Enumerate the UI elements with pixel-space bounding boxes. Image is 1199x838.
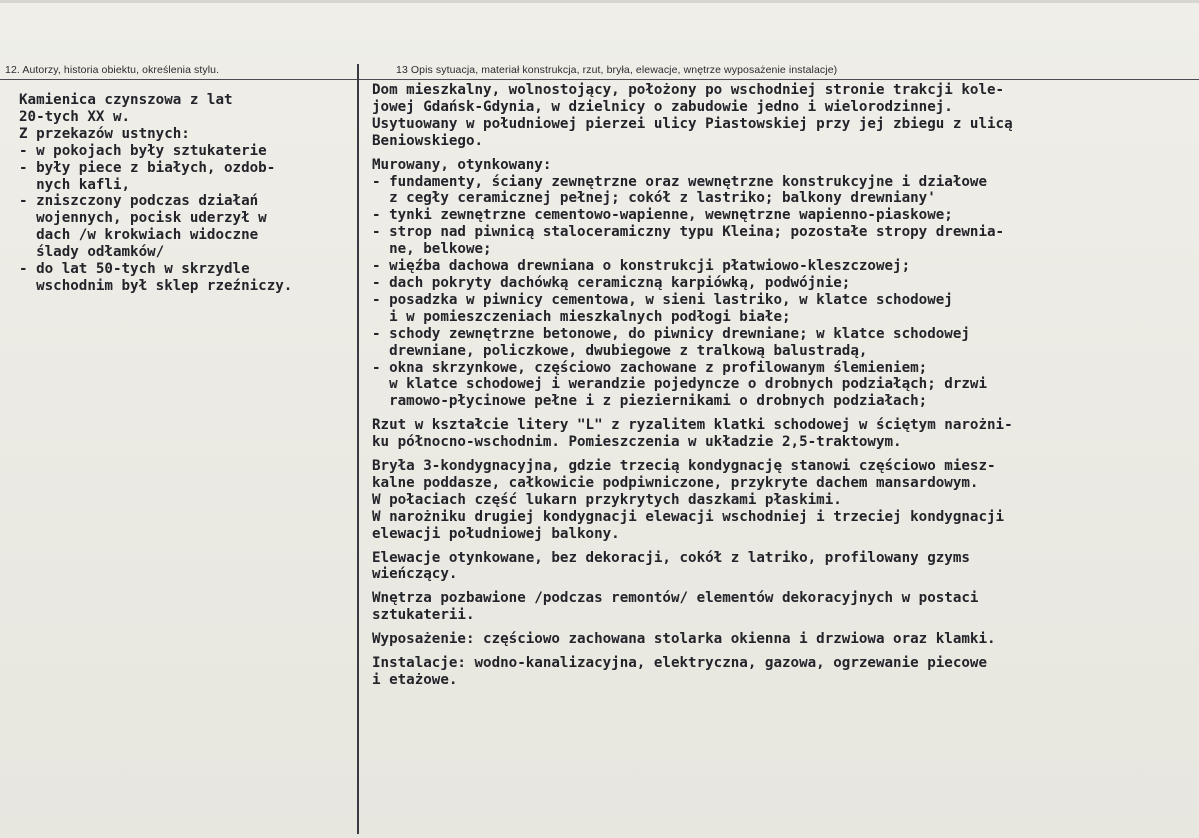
description-line: Elewacje otynkowane, bez dekoracji, cokół z latriko, profilowany gzyms: [372, 549, 970, 566]
description-line: - więźba dachowa drewniana o konstrukcji płatwiowo-kleszczowej;: [372, 258, 911, 275]
description-column: [372, 82, 1177, 696]
column-divider: [357, 64, 359, 834]
description-line: i w pomieszczeniach mieszkalnych podłogi białe;: [372, 308, 791, 325]
description-line: - posadzka w piwnicy cementowa, w sieni lastriko, w klatce schodowej: [372, 291, 953, 308]
description-line: Dom mieszkalny, wolnostojący, położony po wschodniej stronie trakcji kole-: [372, 82, 1005, 98]
history-line: - do lat 50-tych w skrzydle: [19, 261, 250, 278]
description-line: ku północno-wschodnim. Pomieszczenia w układzie 2,5-traktowym.: [372, 434, 902, 451]
history-line: wojennych, pocisk uderzył w: [19, 210, 267, 227]
description-line: elewacji południowej balkony.: [372, 525, 620, 542]
history-line: dach /w krokwiach widoczne: [19, 227, 259, 244]
description-line: Rzut w kształcie litery "L" z ryzalitem klatki schodowej w ściętym narożni-: [372, 417, 1013, 434]
description-line: Beniowskiego.: [372, 132, 484, 149]
description-line: W narożniku drugiej kondygnacji elewacji wschodniej i trzeciej kondygnacji: [372, 508, 1005, 525]
description-line: jowej Gdańsk-Gdynia, w dzielnicy o zabudowie jedno i wielorodzinnej.: [372, 98, 953, 115]
description-line: drewniane, policzkowe, dwubiegowe z tralkową balustradą,: [372, 342, 868, 359]
description-paragraph: [372, 631, 1177, 648]
history-line: ślady odłamków/: [19, 244, 165, 261]
history-line: - w pokojach były sztukaterie: [19, 142, 267, 159]
description-line: - dach pokryty dachówką ceramiczną karpiówką, podwójnie;: [372, 274, 851, 291]
description-paragraph: [372, 655, 1177, 689]
description-line: Instalacje: wodno-kanalizacyjna, elektryczna, gazowa, ogrzewanie piecowe: [372, 655, 987, 672]
description-paragraph: [372, 157, 1177, 411]
description-line: sztukaterii.: [372, 607, 475, 624]
description-line: - strop nad piwnicą staloceramiczny typu Kleina; pozostałe stropy drewnia-: [372, 224, 1005, 241]
history-line: Kamienica czynszowa z lat: [19, 92, 233, 108]
history-line: - były piece z białych, ozdob-: [19, 159, 276, 176]
authors-history-column: [19, 92, 349, 295]
history-line: - zniszczony podczas działań: [19, 193, 259, 210]
description-line: - tynki zewnętrzne cementowo-wapienne, wewnętrzne wapienno-piaskowe;: [372, 207, 953, 224]
description-paragraph: [372, 417, 1177, 451]
description-line: w klatce schodowej i werandzie pojedyncze o drobnych podziałąch; drzwi: [372, 376, 987, 393]
description-line: - schody zewnętrzne betonowe, do piwnicy drewniane; w klatce schodowej: [372, 325, 970, 342]
history-line: wschodnim był sklep rzeźniczy.: [19, 277, 293, 294]
description-line: i etażowe.: [372, 672, 458, 688]
description-paragraph: [372, 82, 1177, 150]
description-line: kalne poddasze, całkowicie podpiwniczone, przykryte dachem mansardowym.: [372, 474, 979, 491]
history-line: nych kafli,: [19, 176, 131, 193]
description-paragraph: [372, 458, 1177, 543]
header-divider: [0, 79, 1199, 80]
card-top-edge: [0, 0, 1199, 3]
description-paragraph: [372, 590, 1177, 624]
description-line: Wyposażenie: częściowo zachowana stolarka okienna i drzwiowa oraz klamki.: [372, 631, 996, 648]
section-12-header: 12. Autorzy, historia obiektu, określenia stylu.: [5, 64, 220, 76]
history-line: Z przekazów ustnych:: [19, 125, 190, 142]
description-line: z cegły ceramicznej pełnej; cokół z lastriko; balkony drewniany': [372, 190, 936, 207]
section-13-header: 13 Opis sytuacja, materiał konstrukcja, rzut, bryła, elewacje, wnętrze wyposażenie instalacje): [396, 64, 838, 76]
description-line: - fundamenty, ściany zewnętrzne oraz wewnętrzne konstrukcyjne i działowe: [372, 173, 987, 190]
description-line: ne, belkowe;: [372, 241, 492, 258]
history-line: 20-tych XX w.: [19, 108, 131, 125]
description-line: Murowany, otynkowany:: [372, 156, 552, 173]
description-line: ramowo-płycinowe pełne i z pieziernikami o drobnych podziałach;: [372, 393, 928, 410]
description-line: wieńczący.: [372, 566, 458, 583]
description-paragraph: [372, 550, 1177, 584]
description-line: - okna skrzynkowe, częściowo zachowane z profilowanym ślemieniem;: [372, 359, 928, 376]
description-line: W połaciach część lukarn przykrytych daszkami płaskimi.: [372, 491, 842, 508]
description-line: Wnętrza pozbawione /podczas remontów/ elementów dekoracyjnych w postaci: [372, 590, 979, 607]
description-line: Usytuowany w południowej pierzei ulicy Piastowskiej przy jej zbiegu z ulicą: [372, 115, 1013, 132]
description-line: Bryła 3-kondygnacyjna, gdzie trzecią kondygnację stanowi częściowo miesz-: [372, 458, 996, 475]
